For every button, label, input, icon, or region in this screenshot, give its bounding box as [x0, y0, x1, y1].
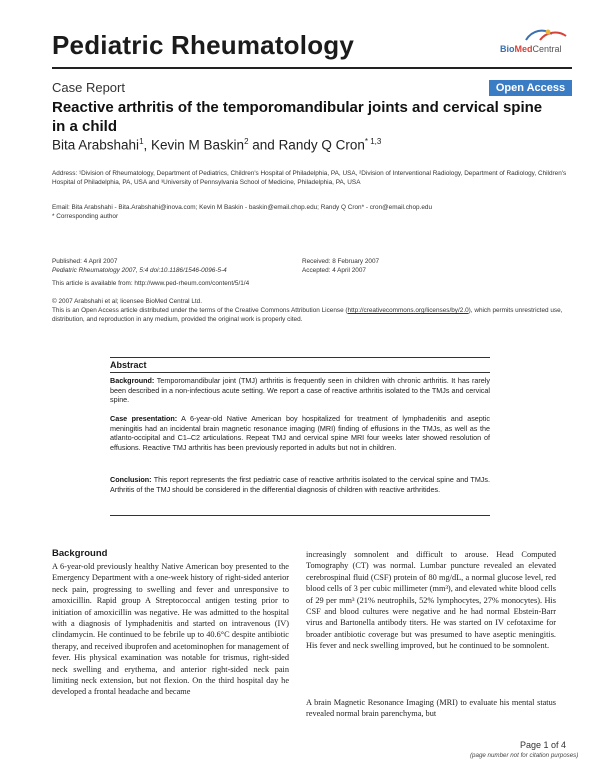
abstract-case	[110, 414, 490, 452]
body-right-column: increasingly somnolent and difficult to arouse. Head Computed Tomography (CT) was normal. Lumbar puncture revealed an elevated cerebrospinal fluid (CSF) protein of 80 mg/dL, a normal glucose level, red blood cells of 3 per cubic millimeter (mm³), and elevated white blood cells of 29 per mm³ (21% neutrophils, 52% lymphocytes, 27% monocytes). His CSF and blood cultures were negative and he had normal Ebstein-Barr virus and Bartonella antibody titers. He was started on IV cefotaxime for broader antibiotic coverage but was presumed to have aseptic meningitis. His fever and neck swelling improved, but he continued to be somnolent.	[306, 550, 556, 651]
copyright: © 2007 Arabshahi et al; licensee BioMed Central Ltd.	[52, 298, 203, 305]
abstract-background-label: Background:	[110, 376, 155, 385]
body-right-column-2: A brain Magnetic Resonance Imaging (MRI) to evaluate his mental status revealed normal brain parenchyma, but	[306, 698, 556, 719]
abstract-background	[110, 376, 490, 405]
article-type: Case Report	[52, 80, 125, 95]
published-date: Published: 4 April 2007	[52, 258, 118, 265]
publication-info	[52, 257, 302, 276]
license-text	[52, 306, 572, 325]
abstract-bottom-rule	[110, 515, 490, 516]
accepted-date: Accepted: 4 April 2007	[302, 267, 366, 275]
bmc-swirl-icon	[518, 26, 590, 44]
author-2: Kevin M Baskin	[151, 137, 245, 153]
article-url: This article is available from: http://www.ped-rheum.com/content/5/1/4	[52, 280, 250, 287]
biomed-central-logo	[500, 28, 572, 58]
section-heading-background: Background	[52, 548, 108, 559]
abstract-heading: Abstract	[110, 360, 147, 370]
abstract-case-label: Case presentation:	[110, 414, 178, 423]
bmc-central: Central	[532, 44, 562, 54]
abstract-conclusion-label: Conclusion:	[110, 475, 152, 484]
author-3-affil: * 1,3	[364, 137, 382, 146]
abstract-background-text: Temporomandibular joint (TMJ) arthritis is frequently seen in children with chronic arthritis. It has rarely been described in a non-infectious acute setting. We report a case of reactive arthritis isolated to the TMJs and cervical spine.	[110, 376, 490, 405]
license-pre: This is an Open Access article distributed under the terms of the Creative Commons Attribution License (	[52, 307, 348, 314]
journal-title: Pediatric Rheumatology	[52, 30, 355, 60]
author-sep: and	[248, 137, 279, 153]
page-note: (page number not for citation purposes)	[470, 752, 579, 759]
abstract-conclusion-text: This report represents the first pediatric case of reactive arthritis isolated to the cervical spine and TMJs. Arthritis of the TMJ should be considered in the differential diagnosis of children with reactive arthritides.	[110, 475, 490, 494]
abstract-top-rule	[110, 357, 490, 358]
license-post: ), which permits unrestricted use, distribution, and reproduction in any medium, provided the original work is properly cited.	[52, 307, 563, 324]
abstract-case-text: A 6-year-old Native American boy hospitalized for treatment of lymphadenitis and aseptic meningitis had an incidental brain magnetic resonance imaging (MRI) finding of effusions in the TMJs, as well as the atlanto-occipital and C1–C2 articulations. Repeat TMJ and cervical spine MRI four weeks later showed resolution of effusions. Reactive TMJ arthritis has been previously reported in adults but not in children.	[110, 414, 490, 452]
dates-info	[302, 257, 552, 276]
abstract-mid-rule	[110, 372, 490, 373]
author-sep: ,	[143, 137, 152, 153]
bmc-med: Med	[514, 44, 533, 54]
corresponding-author-note: * Corresponding author	[52, 213, 119, 221]
paper-title: Reactive arthritis of the temporomandibular joints and cervical spine in a child	[52, 99, 543, 135]
author-list	[52, 137, 381, 153]
received-date: Received: 8 February 2007	[302, 258, 380, 265]
author-1-affil: 1	[139, 137, 144, 146]
header-divider	[52, 67, 572, 69]
citation: Pediatric Rheumatology 2007, 5:4 doi:10.1186/1546-0096-5-4	[52, 267, 227, 275]
page-number: Page 1 of 4	[520, 740, 567, 750]
body-left-column: A 6-year-old previously healthy Native American boy presented to the Emergency Department with a one-week history of right-sided anterior neck pain, progressing to swelling and fever and unresponsive to amoxicillin. Rapid group A Streptococcal antigen testing prior to initiation of amoxicillin was negative. He was admitted to the hospital with a diagnosis of lymphadenitis and started on intravenous (IV) clindamycin. He continued to be febrile up to 40.6°C despite antibiotic therapy, and received ibuprofen and acetominophen for management of fever. His physical examination was notable for trismus, right-sided neck swelling and erythema, and anterior right-sided neck pain limiting neck extension, but not flexion. On the third hospital day he developed a frontal headache and became	[52, 562, 289, 697]
author-2-affil: 2	[244, 137, 249, 146]
emails	[52, 203, 572, 222]
license-link[interactable]: http://creativecommons.org/licenses/by/2.0	[347, 307, 469, 314]
abstract-conclusion	[110, 475, 490, 494]
open-access-badge: Open Access	[489, 80, 572, 96]
author-1: Bita Arabshahi	[52, 137, 140, 153]
email-list: Email: Bita Arabshahi - Bita.Arabshahi@inova.com; Kevin M Baskin - baskin@email.chop.edu; Randy Q Cron* - cron@email.chop.edu	[52, 204, 432, 211]
affiliations: Address: ¹Division of Rheumatology, Department of Pediatrics, Children's Hospital of Philadelphia, PA, USA, ²Division of Interventional Radiology, Department of Radiology, Children's Hospital of Philadelphia, PA, USA and ³University of Pennsylvania School of Medicine, Philadelphia, PA, USA	[52, 170, 567, 187]
author-3: Randy Q Cron	[278, 137, 365, 153]
bmc-bio: Bio	[500, 44, 515, 54]
